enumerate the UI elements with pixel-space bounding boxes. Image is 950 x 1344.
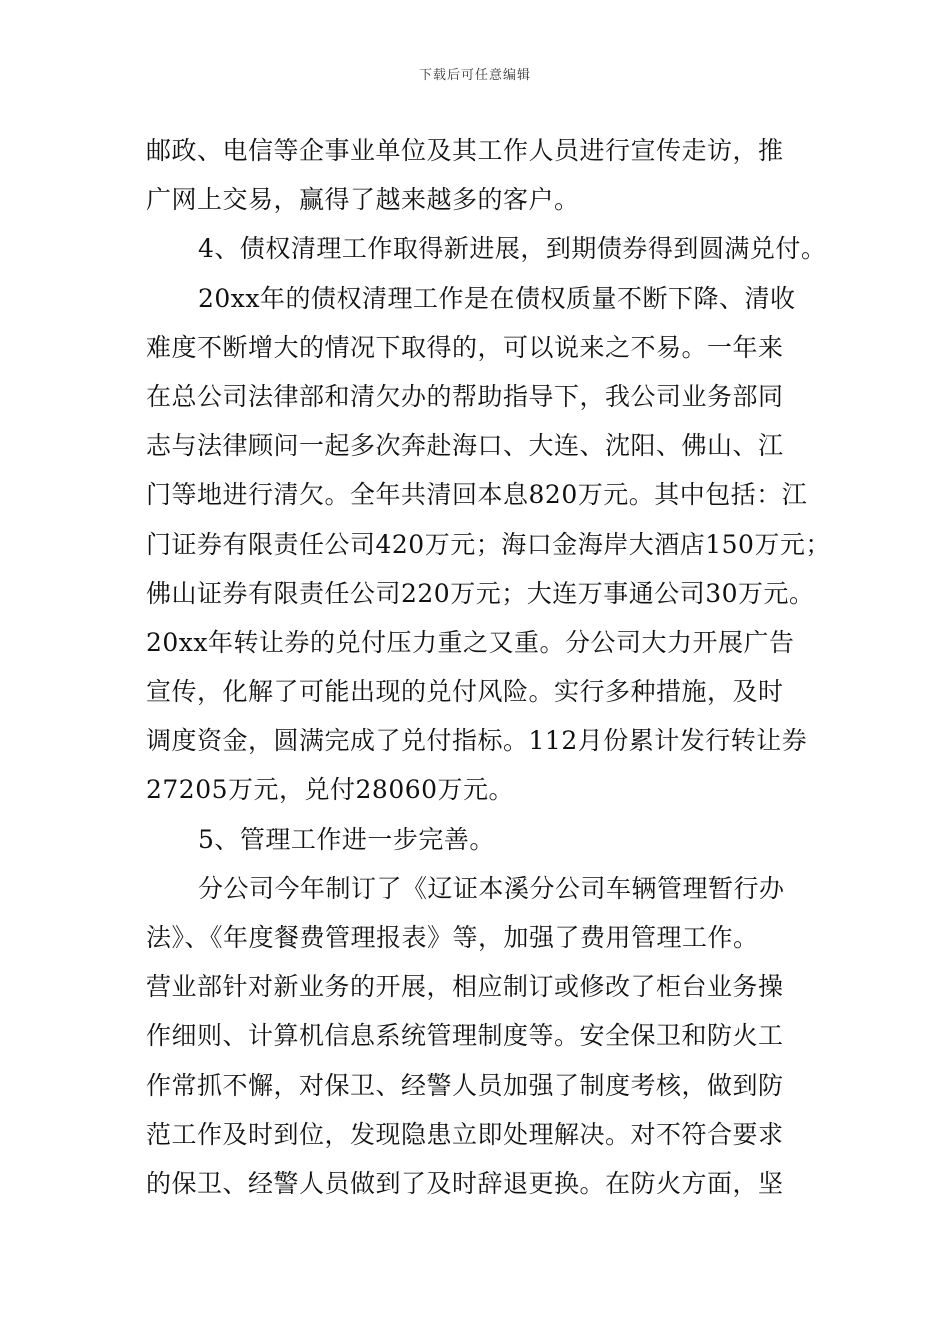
- text-line: 20xx年的债权清理工作是在债权质量不断下降、清收: [198, 283, 796, 313]
- text-line: 27205万元，兑付28060万元。: [146, 775, 515, 805]
- text-line: 作常抓不懈，对保卫、经警人员加强了制度考核，做到防: [146, 1070, 784, 1100]
- text-line: 作细则、计算机信息系统管理制度等。安全保卫和防火工: [146, 1021, 784, 1051]
- text-line: 范工作及时到位，发现隐患立即处理解决。对不符合要求: [146, 1119, 784, 1149]
- text-line: 法》、《年度餐费管理报表》等，加强了费用管理工作。: [146, 923, 759, 952]
- text-line: 志与法律顾问一起多次奔赴海口、大连、沈阳、佛山、江: [146, 431, 784, 461]
- text-line: 门等地进行清欠。全年共清回本息820万元。其中包括：江: [146, 480, 808, 510]
- text-line: 邮政、电信等企事业单位及其工作人员进行宣传走访，推: [146, 136, 784, 165]
- text-line: 在总公司法律部和清欠办的帮助指导下，我公司业务部同: [146, 381, 784, 411]
- text-line: 宣传，化解了可能出现的兑付风险。实行多种措施，及时: [146, 677, 784, 707]
- text-line: 广网上交易，赢得了越来越多的客户。: [146, 185, 580, 215]
- text-line: 佛山证券有限责任公司220万元；大连万事通公司30万元。: [146, 578, 815, 608]
- text-line: 门证券有限责任公司420万元；海口金海岸大酒店150万元；: [146, 529, 831, 559]
- text-line: 的保卫、经警人员做到了及时辞退更换。在防火方面，坚: [146, 1168, 784, 1198]
- text-line: 难度不断增大的情况下取得的，可以说来之不易。一年来: [146, 332, 784, 362]
- page-header: 下载后可任意编辑: [418, 68, 531, 83]
- section-heading: 4、债权清理工作取得新进展，到期债券得到圆满兑付。: [198, 234, 827, 264]
- text-line: 分公司今年制订了《辽证本溪分公司车辆管理暂行办: [198, 873, 785, 903]
- text-line: 调度资金，圆满完成了兑付指标。112月份累计发行转让券: [146, 726, 808, 756]
- text-line: 营业部针对新业务的开展，相应制订或修改了柜台业务操: [146, 972, 784, 1002]
- document-body: [146, 126, 831, 1208]
- section-heading: 5、管理工作进一步完善。: [198, 824, 495, 854]
- text-line: 20xx年转让券的兑付压力重之又重。分公司大力开展广告: [146, 627, 795, 657]
